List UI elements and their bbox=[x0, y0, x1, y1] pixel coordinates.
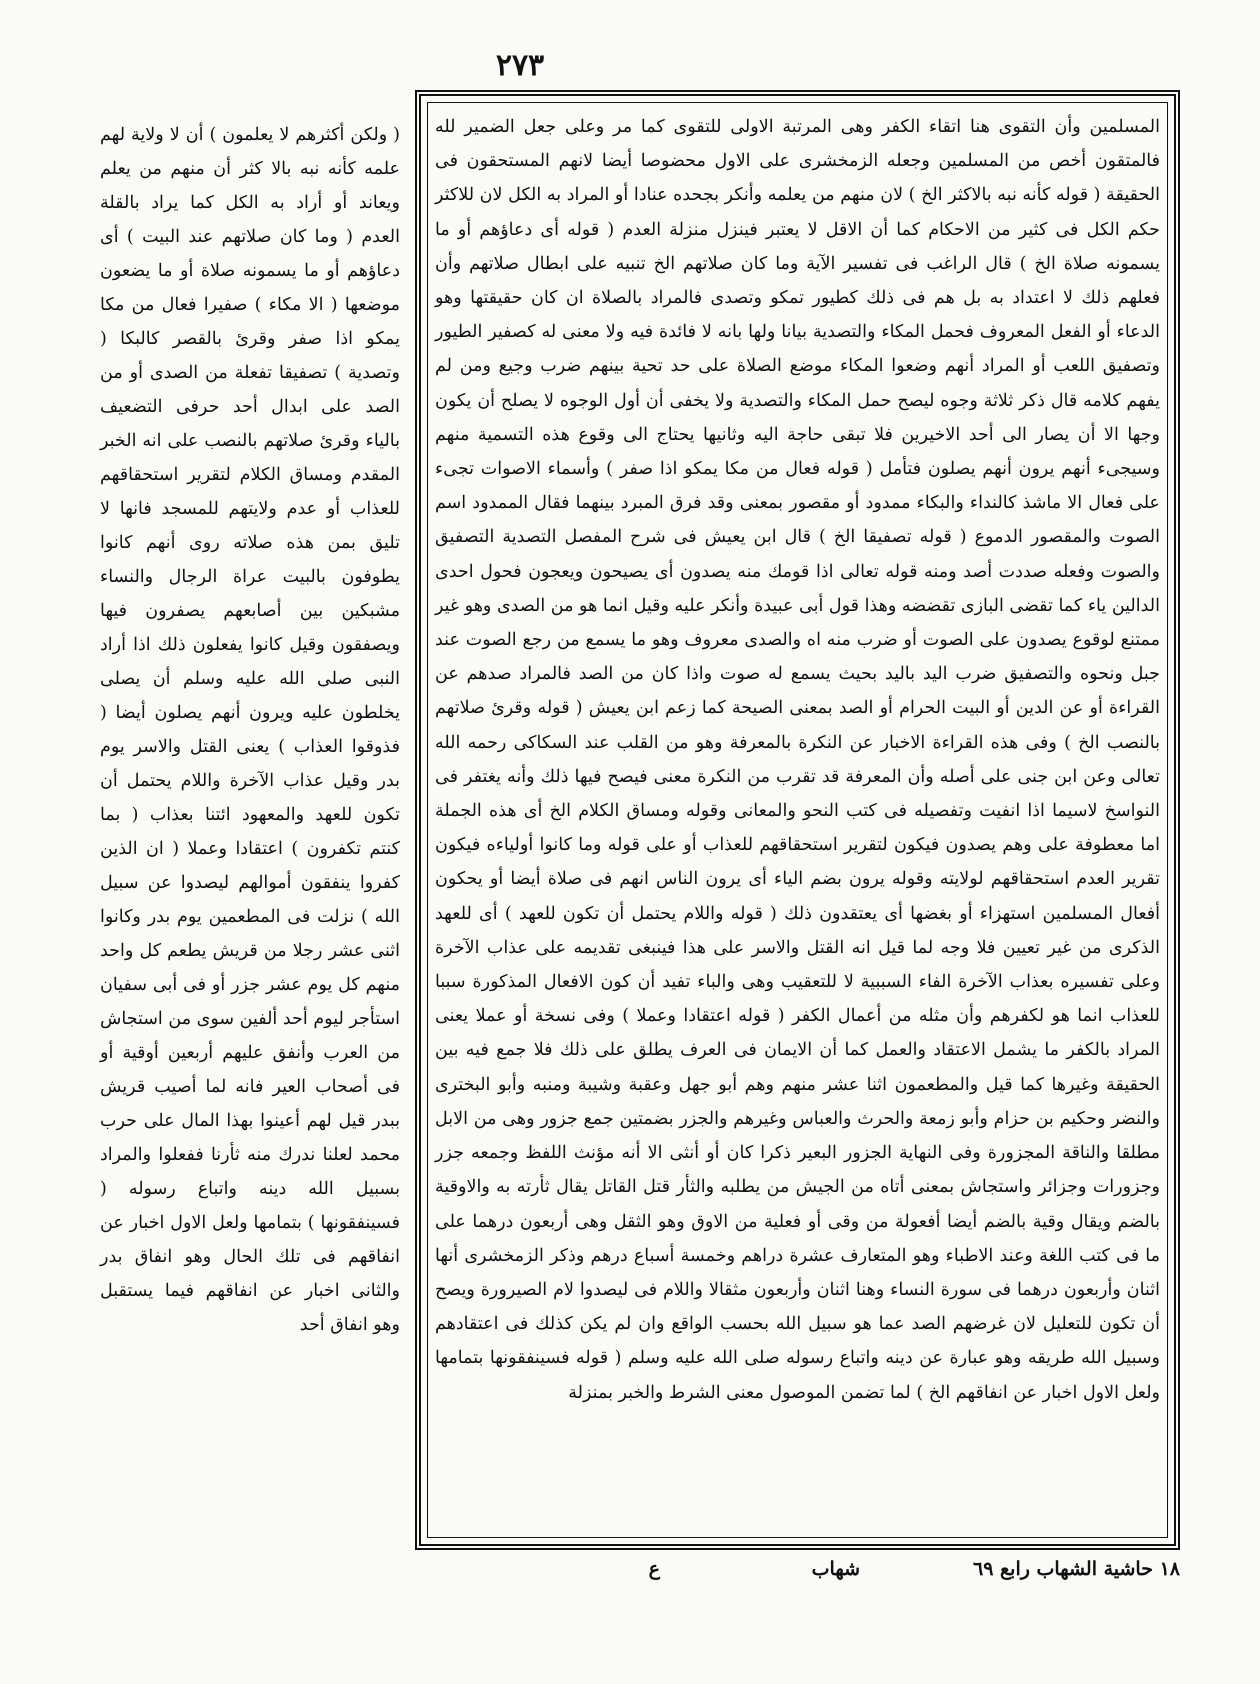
footer-title: ١٨ حاشية الشهاب رابع ٦٩ bbox=[973, 1558, 1180, 1580]
page-number: ٢٧٣ bbox=[495, 48, 545, 83]
main-text-frame bbox=[415, 90, 1180, 1550]
margin-commentary-text: ( ولكن أكثرهم لا يعلمون ) أن لا ولاية لهم علمه كأنه نبه بالا كثر أن منهم من يعلم ويعاند أو أراد به الكل كما يراد بالقلة العدم ( وما كان صلاتهم عند البيت ) أى دعاؤهم أو ما يسمونه صلاة أو ما يضعون موضعها ( الا مكاء ) صفيرا فعال من مكا يمكو اذا صفر وقرئ بالقصر كالبكا ( وتصدية ) تصفيقا تفعلة من الصدى أو من الصد على ابدال أحد حرفى التضعيف بالياء وقرئ صلاتهم بالنصب على انه الخبر المقدم ومساق الكلام لتقرير استحقاقهم للعذاب أو عدم ولايتهم للمسجد فانها لا تليق بمن هذه صلاته روى أنهم كانوا يطوفون بالبيت عراة الرجال والنساء مشبكين بين أصابعهم يصفرون فيها ويصفقون وقيل كانوا يفعلون ذلك اذا أراد النبى صلى الله عليه وسلم أن يصلى يخلطون عليه ويرون أنهم يصلون أيضا ( فذوقوا العذاب ) يعنى القتل والاسر يوم بدر وقيل عذاب الآخرة واللام يحتمل أن تكون للعهد والمعهود ائتنا بعذاب ( بما كنتم تكفرون ) اعتقادا وعملا ( ان الذين كفروا ينفقون أموالهم ليصدوا عن سبيل الله ) نزلت فى المطعمين يوم بدر وكانوا اثنى عشر رجلا من قريش يطعم كل واحد منهم كل يوم عشر جزر أو فى أبى سفيان استأجر ليوم أحد ألفين سوى من استجاش من العرب وأنفق عليهم أربعين أوقية أو فى أصحاب العير فانه لما أصيب قريش ببدر قيل لهم أعينوا بهذا المال على حرب محمد لعلنا ندرك منه ثأرنا ففعلوا والمراد بسبيل الله دينه واتباع رسوله ( فسينفقونها ) بتمامها ولعل الاول اخبار عن انفاقهم فى تلك الحال وهو انفاق بدر والثانى اخبار عن انفاقهم فيما يستقبل وهو انفاق أحد bbox=[100, 125, 400, 1335]
page-footer bbox=[415, 1558, 1180, 1592]
footer-letter: ع bbox=[648, 1558, 660, 1580]
main-commentary bbox=[435, 110, 1160, 1530]
main-commentary-text: المسلمين وأن التقوى هنا اتقاء الكفر وهى المرتبة الاولى للتقوى كما مر وعلى جعل الضمير لله فالمتقون أخص من المسلمين وجعله الزمخشرى على الاول محضوصا أيضا لانهم المستحقون فى الحقيقة ( قوله كأنه نبه بالاكثر الخ ) لان منهم من يعلمه وأنكر بجحده عنادا أو المراد به الكل لان للاكثر حكم الكل فى كثير من الاحكام كما أن الاقل لا يعتبر فينزل منزلة العدم ( قوله أى دعاؤهم أو ما يسمونه صلاة الخ ) قال الراغب فى تفسير الآية وما كان صلاتهم الخ تنبيه على ابطال صلاتهم وأن فعلهم ذلك لا اعتداد به بل هم فى ذلك كطيور تمكو وتصدى فالمراد بالصلاة ان كان حقيقتها وهو الدعاء أو الفعل المعروف فحمل المكاء والتصدية بيانا ولها بانه لا فائدة فيه ولا معنى له كصفير الطيور وتصفيق اللعب أو المراد أنهم وضعوا المكاء موضع الصلاة على حد تحية بينهم ضرب وجيع ومن لم يفهم كلامه قال ذكر ثلاثة وجوه ليصح حمل المكاء والتصدية ولا يخفى أن أول الوجوه لا يصلح أن يكون وجها الا أن يصار الى أحد الاخيرين فلا تبقى حاجة اليه وثانيها يحتاج الى وقوع هذه التسمية منهم وسيجىء أنهم يرون أنهم يصلون فتأمل ( قوله فعال من مكا يمكو اذا صفر ) وأسماء الاصوات تجىء على فعال الا ماشذ كالنداء والبكاء ممدود أو مقصور بمعنى وقد فرق المبرد بينهما فقال الممدود اسم الصوت والمقصور الدموع ( قوله تصفيقا الخ ) قال ابن يعيش فى شرح المفصل التصدية التصفيق والصوت وفعله صددت أصد ومنه قوله تعالى اذا قومك منه يصدون أى يصيحون ويعجون فحول احدى الدالين ياء كما تقضى البازى تقضضه وهذا قول أبى عبيدة وأنكر عليه وقيل انما هو من الصدى وهو غير ممتنع لوقوع يصدون على الصوت أو ضرب منه اه والصدى معروف وهو ما يسمع من رجع الصوت عند جبل ونحوه والتصفيق ضرب اليد باليد بحيث يسمع له صوت واذا كان من الصد فالمراد صدهم عن القراءة أو عن الدين أو البيت الحرام أو الصد بمعنى الصيحة كما زعم ابن يعيش ( قوله وقرئ صلاتهم بالنصب الخ ) وفى هذه القراءة الاخبار عن النكرة بالمعرفة وهو من القلب عند السكاكى رحمه الله تعالى وعن ابن جنى على أصله وأن المعرفة قد تقرب من النكرة معنى فيصح فيها ذلك وأنه يغتفر فى النواسخ لاسيما اذا انفيت وتفصيله فى كتب النحو والمعانى وقوله ومساق الكلام الخ أى هذه الجملة اما معطوفة على وهم يصدون فيكون لتقرير استحقاقهم للعذاب أو على قوله وما كانوا أولياءه فيكون تقرير العدم استحقاقهم لولايته وقوله يرون بضم الياء أى يرون الناس انهم فى صلاة أيضا أو يحكون أفعال المسلمين استهزاء أو بغضها أى يعتقدون ذلك ( قوله واللام يحتمل أن تكون للعهد ) أى للعهد الذكرى من غير تعيين فلا وجه لما قيل انه القتل والاسر على هذا فينبغى تقديمه على عذاب الآخرة وعلى تفسيره بعذاب الآخرة الفاء السببية لا للتعقيب وهى والباء تفيد أن كون الافعال المذكورة سببا للعذاب انما هو لكفرهم وأن مثله من أعمال الكفر ( قوله اعتقادا وعملا ) وفى نسخة أو عملا يعنى المراد بالكفر ما يشمل الاعتقاد والعمل كما أن الايمان فى العرف يطلق على ذلك فلا جمع فيه بين الحقيقة وغيرها كما قيل والمطعمون اثنا عشر منهم وهم أبو جهل وعقبة وشيبة ومنبه وأبو البخترى والنضر وحكيم بن حزام وأبو زمعة والحرث والعباس وغيرهم والجزر بضمتين جمع جزور وهى من الابل مطلقا والناقة المجزورة وفى النهاية الجزور البعير ذكرا كان أو أنثى الا أنه مؤنث اللفظ وجمعه جزر وجزورات وجزائر واستجاش بمعنى أتاه من الجيش من يطلبه والثأر قتل القاتل يقال ثأرته به والاوقية بالضم ويقال وقية بالضم أيضا أفعولة من وقى أو فعلية من الاوق وهو الثقل وهى أربعون درهما على ما فى كتب اللغة وعند الاطباء وهو المتعارف عشرة دراهم وخمسة أسباع درهم وذكر الزمخشرى أنها اثنان وأربعون درهما فى سورة النساء وهنا اثنان وأربعون مثقالا واللام فى ليصدوا لام الصيرورة ويصح أن تكون للتعليل لان غرضهم الصد عما هو سبيل الله بحسب الواقع وان لم يكن كذلك فى اعتقادهم وسبيل الله طريقه وهو عبارة عن دينه واتباع رسوله صلى الله عليه وسلم ( قوله فسينفقونها بتمامها ولعل الاول اخبار عن انفاقهم الخ ) لما تضمن الموصول معنى الشرط والخبر بمنزلة bbox=[435, 117, 1160, 1403]
margin-commentary bbox=[100, 118, 400, 1335]
footer-signature: شهاب bbox=[811, 1558, 860, 1580]
